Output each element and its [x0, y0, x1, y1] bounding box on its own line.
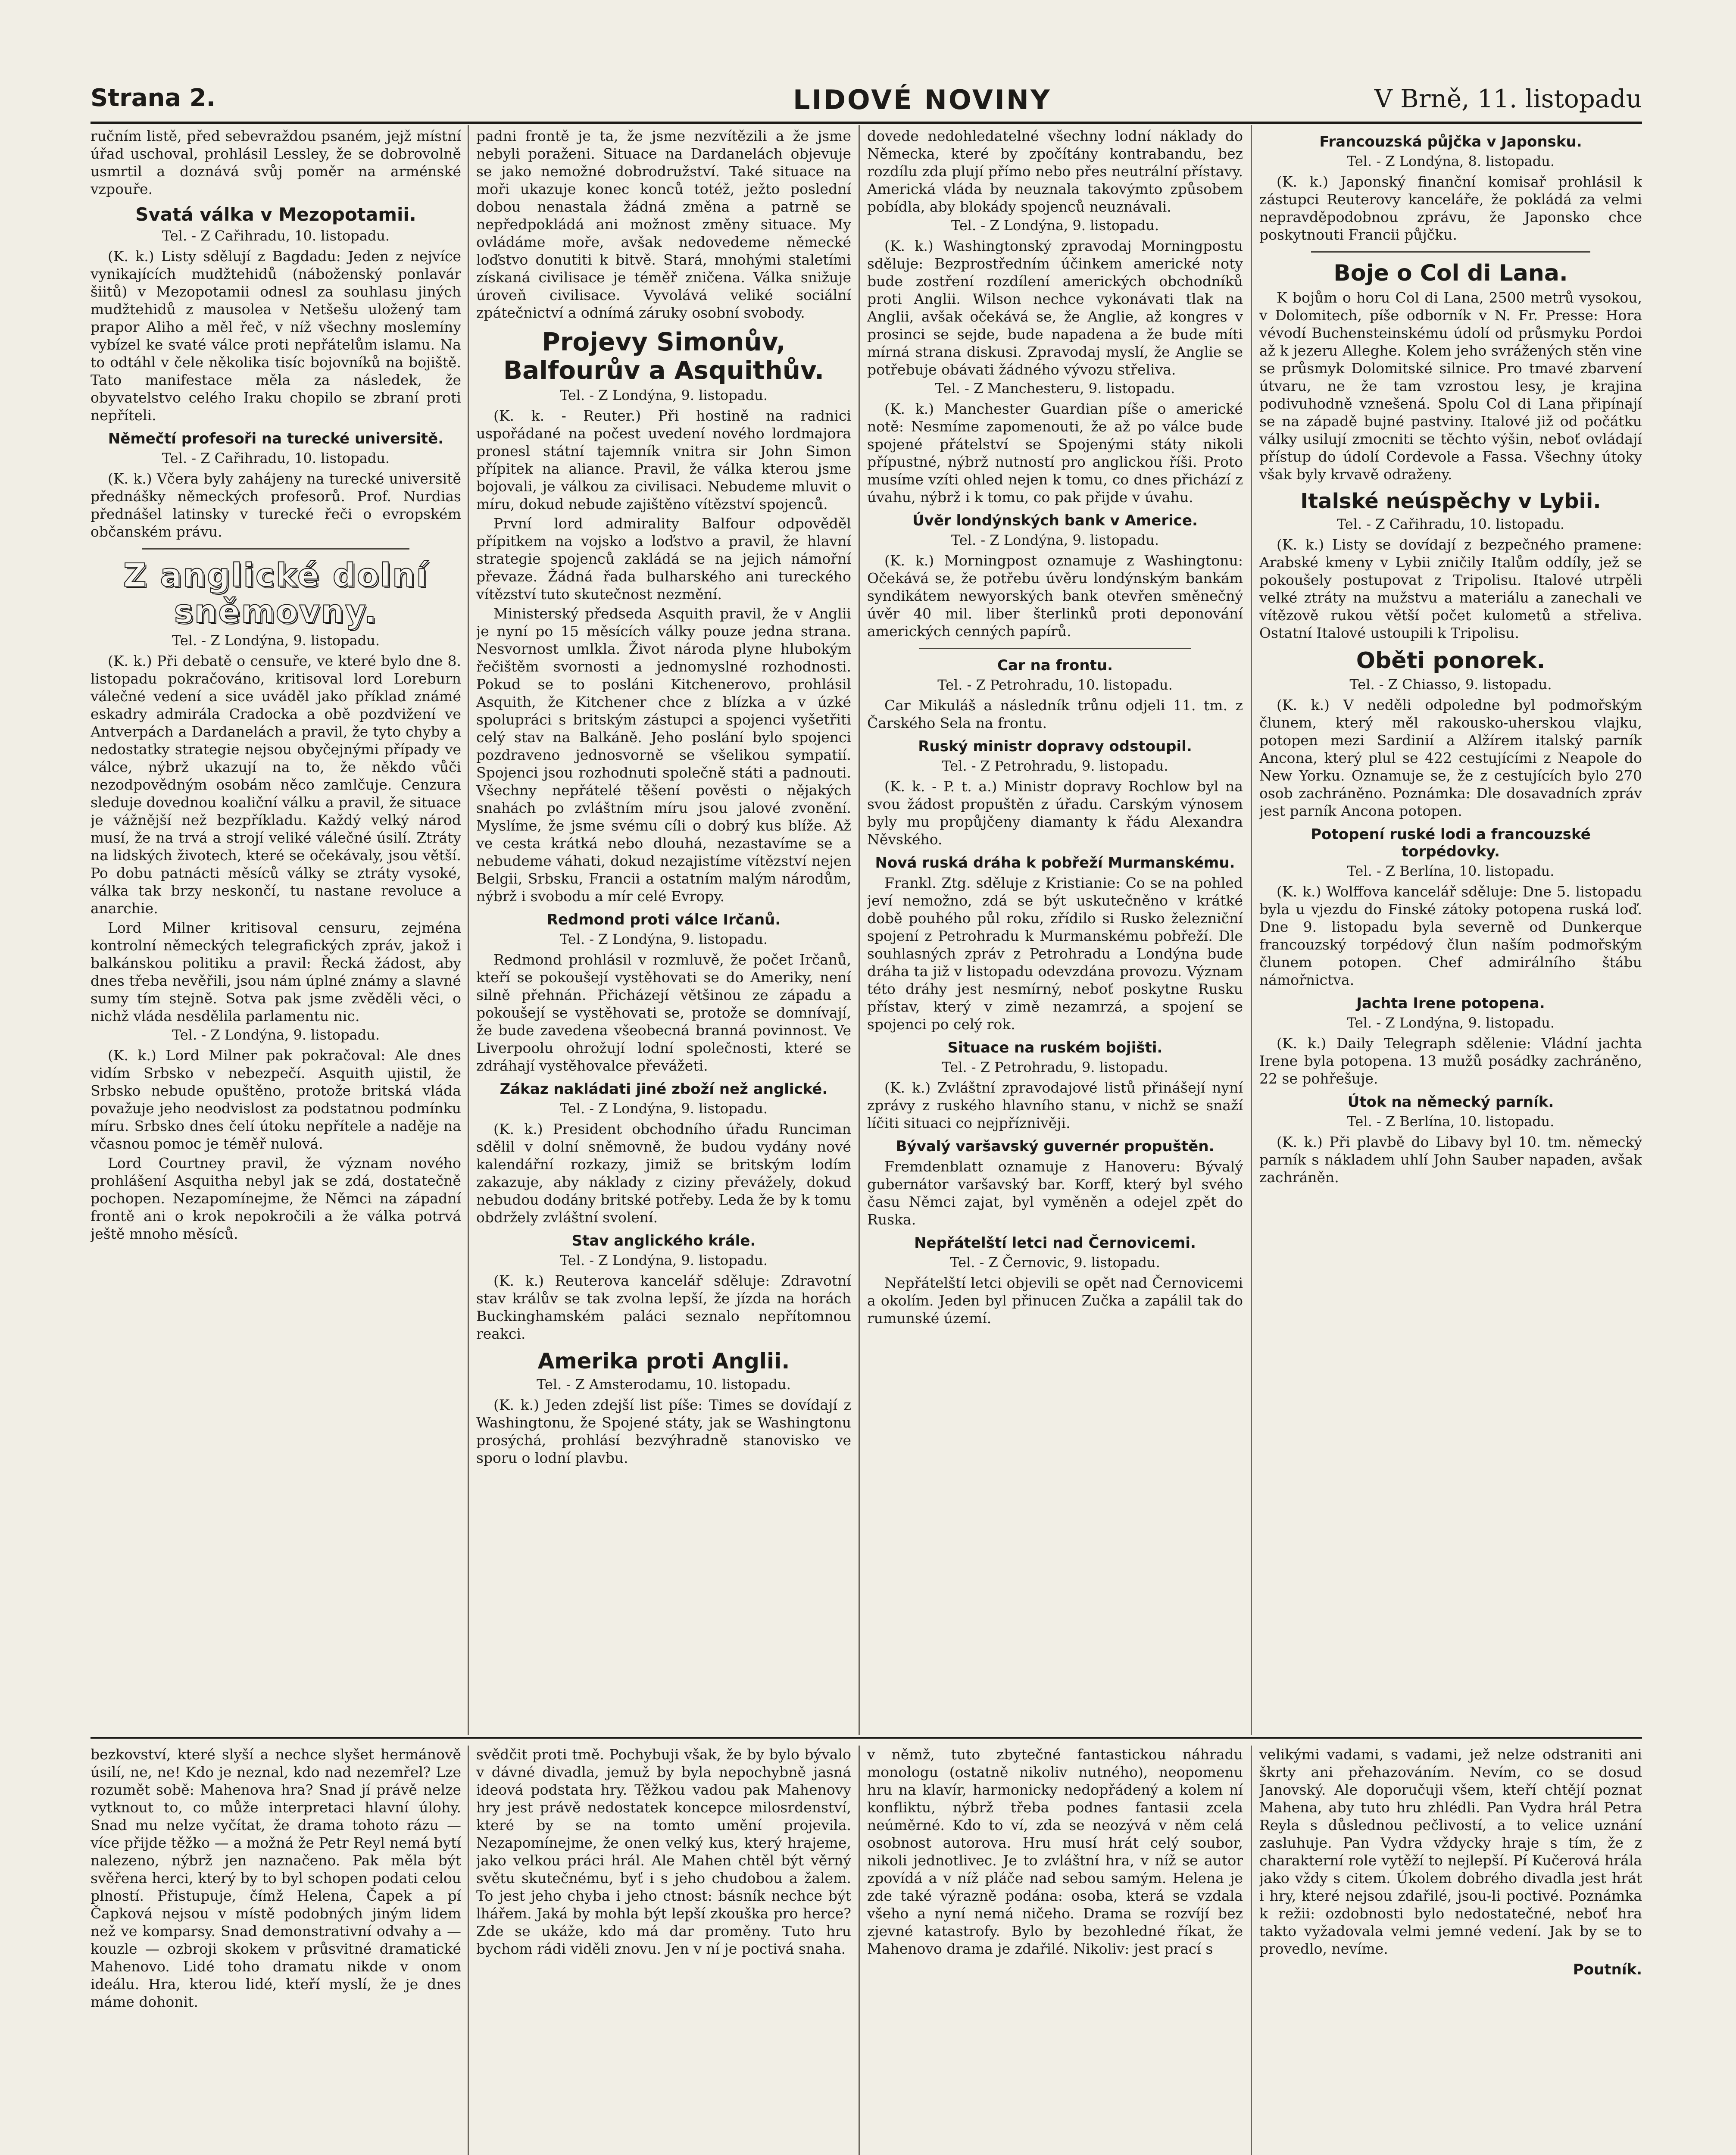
article-headline: Redmond proti válce Irčanů. [546, 911, 781, 928]
column-divider [859, 125, 860, 1735]
article-separator [142, 548, 409, 550]
article-headline: Svatá válka v Mezopotamii. [135, 204, 416, 225]
article-dateline: Tel. - Z Londýna, 9. listopadu. [559, 931, 768, 947]
article-separator [919, 648, 1191, 649]
issue-dateline: V Brně, 11. listopadu [1374, 84, 1642, 113]
article-text: Frankl. Ztg. sděluje z Kristianie: Co se na pohled jeví nemožno, zdá se být uskutečněno v krátké době pouhého půl roku, zřídilo si Rusko železniční spojení z Petrohradu k Murmanskému pobřeží. Dle souhlasných zpráv z Petrohradu a Londýna bude dráha ta již v listopadu odevzdána provozu. Význam této dráhy jest nesmírný, neboť poskytne Rusku přístav, který v zimě nezamrzá, a spojení se spojenci po celý rok. [867, 874, 1243, 1033]
article-dateline: Tel. - Z Cařihradu, 10. listopadu. [162, 228, 390, 244]
article-text: (K. k.) Jeden zdejší list píše: Times se dovídají z Washingtonu, že Spojené státy, jak se Washingtonu prosýchá, prohlásí bezvýhradně stanovisko ve sporu o lodní plavbu. [476, 1396, 851, 1466]
article-text: Lord Milner kritisoval censuru, zejména kontrolní německých telegrafických zpráv, jakož i balkánskou politiku a pravil: Řecká žádost, aby dnes třeba nevěřili, jsou nám úplné známy a slavné sumy tím stejně. Sotva pak jsme zvěděli věci, o nichž vláda nesdělila parlamentu nic. [91, 919, 461, 1024]
article-text: (K. k.) Reuterova kancelář sděluje: Zdravotní stav králův se tak zvolna lepší, že jízda na horách Buckinghamském paláci seznalo nepřítomnou reakci. [476, 1272, 851, 1342]
article-dateline: Tel. - Z Londýna, 9. listopadu. [559, 1252, 768, 1268]
article-text: Nepřátelští letci objevili se opět nad Černovicemi a okolím. Jeden byl přinucen Zučka a zapálil tak do rumunské území. [867, 1274, 1243, 1327]
article-dateline: Tel. - Z Petrohradu, 10. listopadu. [937, 677, 1173, 693]
article-text: (K. k.) V neděli odpoledne byl podmořským člunem, který měl rakousko-uherskou vlajku, potopen mezi Sardinií a Alžírem italský parník Ancona, který plul se 422 cestujícími z Neapole do New Yorku. Oznamuje se, že z cestujících bylo 270 osob zachráněno. Poznámka: Dle dosavadních zpráv jest parník Ancona potopen. [1259, 696, 1642, 819]
article-text: (K. k.) Při plavbě do Libavy byl 10. tm. německý parník s nákladem uhlí John Sauber napaden, avšak zachráněn. [1259, 1134, 1642, 1186]
feuilleton-text: bezkovství, které slyší a nechce slyšet hermánově úsilí, ne, ne! Kdo je neznal, kdo nad nezemřel? Lze rozumět sobě: Mahenova hra? Snad jí právě nelze vytknout to, co může interpretaci hlavní úlohy. Snad mu nelze vyčítat, že drama tohoto rázu — více přijde těžko — a možná že Petr Reyl nemá bytí nalezeno, nýbrž jen naznačeno. Pak měla být svěřena herci, který by to byl schopen podati celou plností. Přistupuje, čímž Helena, Čapek a pí Čapková nejsou v místě podobných jiným lidem než ve komparsy. Snad demonstrativní odvahy a — kouzle — ozbroji skokem v průsvitné dramatické Mahenovo. Lidé toho dramatu nikde v onom ideálu. Hra, kterou lidé, kteří myslí, že je dnes máme dohonit. [91, 1746, 461, 2010]
column-2 [476, 127, 851, 1733]
article-dateline: Tel. - Z Londýna, 9. listopadu. [172, 632, 380, 649]
article-dateline: Tel. - Z Černovic, 9. listopadu. [950, 1254, 1160, 1271]
article-headline: Car na frontu. [997, 657, 1113, 674]
article-text: (K. k.) Listy se dovídají z bezpečného pramene: Arabské kmeny v Lybii zničily Italům oddíly, jež se pokoušely postupovat z Tripolisu. Italové utrpěli velké ztráty na mužstvu a materiálu a zanechali ve vítězově rukou větší počet kulometů a střeliva. Ostatní Italové ustoupili k Tripolisu. [1259, 536, 1642, 641]
article-text: Ministerský předseda Asquith pravil, že v Anglii je nyní po 15 měsících války pouze jedna strana. Nesvornost umlkla. Život národa plyne hlubokým řečištěm svornosti a jednomyslné rozhodnosti. Pokud se to posláni Kitchenerovo, prohlásil Asquith, že Kitchener chce z blízka a v úzké spolupráci s britským zástupci a spojenci vyšetřiti celý stav na Balkáně. Jeho poslání bylo spojenci pozdraveno jednosvorně se všelikou sympatií. Spojenci jsou rozhodnuti společně státi a padnouti. Všechny nepřátelé těšení pověsti o nějakých snahách po zvláštním míru jsou jalové zvonění. Myslíme, že jsme svému cíli o dobrý kus blíže. Až ve cesta krátká nebo dlouhá, nezastavíme se a nebudeme váhati, dokud nezajistíme vítězství nejen Belgii, Srbsku, Francii a ostatním malým národům, nýbrž i svobodu a mír celé Evropy. [476, 605, 851, 905]
article-dateline: Tel. - Z Amsterodamu, 10. listopadu. [537, 1376, 791, 1393]
column-divider [1251, 1746, 1252, 2155]
article-text: (K. k.) Wolffova kancelář sděluje: Dne 5. listopadu byla u vjezdu do Finské zátoky potopena ruská loď. Dne 9. listopadu byla severně od Dunkerque francouzský torpédový člun naším podmořským člunem potopen. Chef admirálního štábu námořnictva. [1259, 883, 1642, 988]
feuilleton-text: svědčit proti tmě. Pochybuji však, že by bylo bývalo v dávné divadla, jemuž by byla nepochybně jasná ideová podstata hry. Těžkou vadou pak Mahenovy hry jest právě nedostatek koncepce milosrdenství, které by se na tomto umění projevila. Nezapomínejme, že onen velký kus, který hrajeme, jako velkou práci hrál. Ale Mahen chtěl být věrný světu skutečnému, byť i s jeho chudobou a žalem. To jest jeho chyba i jeho ctnost: básník nechce být lhářem. Jaká by mohla být lepší zkouška pro herce? Zde se ukáže, kdo má dar proměny. Tuto hru bychom rádi viděli znovu. Jen v ní je poctivá snaha. [476, 1746, 851, 1957]
article-text: K bojům o horu Col di Lana, 2500 metrů vysokou, v Dolomitech, píše odborník v N. Fr. Presse: Hora vévodí Buchensteinskému údolí od průsmyku Pordoi až k jezeru Alleghe. Kolem jeho svrážených stěn vine se průsmyk Dolomitské silnice. Pro tmavé zbarvení útvaru, ne že tam vzrostou lesy, je krajina podivuhodně vznešená. Spolu Col di Lana připínají se na západě bujné pastviny. Italové již od počátku války usilují zmocniti se těchto výšin, neboť ovládají přístup do údolí Cordevole a Fassa. Všechny útoky však byly krvavě odraženy. [1259, 289, 1642, 483]
column-3 [867, 127, 1243, 1733]
article-headline: Nová ruská dráha k pobřeží Murmanskému. [875, 854, 1235, 871]
article-text: (K. k. - Reuter.) Při hostině na radnici uspořádané na počest uvedení nového lordmajora pronesl státní tajemník vnitra sir John Simon přípitek na aliance. Pravil, že válka kterou jsme bojovali, je válkou za civilisaci. Nebudeme mluvit o míru, dokud nebude zajištěno vítězství spojenců. [476, 407, 851, 512]
article-text: (K. k.) Lord Milner pak pokračoval: Ale dnes vidím Srbsko v nebezpečí. Asquith ujistil, že Srbsko nebude opuštěno, protože britská vláda považuje jeho neodvislost za podstatnou podmínku míru. Srbsko dnes čelí útoku nepřítele a naděje na včasnou pomoc je téměř nulová. [91, 1047, 461, 1152]
article-headline: Ruský ministr dopravy odstoupil. [918, 738, 1192, 755]
article-dateline: Tel. - Z Londýna, 9. listopadu. [1346, 1015, 1555, 1031]
article-headline: Útok na německý parník. [1347, 1093, 1554, 1111]
column-divider [468, 125, 469, 1735]
feuilleton-text: v němž, tuto zbytečné fantastickou náhradu monologu (ostatně nikoliv nutného), neopomenu hru na klavír, harmonicky nedopřádený a kolem ní konfliktu, nýbrž třeba podnes fantasii zcela neúměrné. Kdo to ví, zda se neozývá v něm celá osobnost autorova. Hru musí hrát celý soubor, nikoli jednotlivec. Je to zvláštní hra, v níž se autor zpovídá a v níž pláče nad sebou samým. Helena je zde také výrazně podána: osoba, která se vzdala všeho a nyní nemá ničeho. Drama se rozvíjí bez zjevné katastrofy. Bylo by bezohledné říkat, že Mahenovo drama je zdařilé. Nikoliv: jest prací s [867, 1746, 1243, 1957]
article-dateline: Tel. - Z Cařihradu, 10. listopadu. [1336, 516, 1565, 532]
article-headline: Zákaz nakládati jiné zboží než anglické. [500, 1081, 828, 1098]
article-headline: Situace na ruském bojišti. [947, 1039, 1163, 1056]
article-headline-large: Projevy Simonův, Balfourův a Asquithův. [503, 327, 824, 385]
masthead-rule [91, 122, 1642, 124]
article-text: (K. k.) Washingtonský zpravodaj Morningpostu sděluje: Bezprostředním účinkem americké noty bude zostření rozdílení amerických obchodníků proti Anglii. Wilson nechce vykonávati tlak na Anglii, avšak očekává se, že Anglie, až kongres v prosinci se sejde, bude napadena a že bude míti mírná strana diskusi. Zpravodaj myslí, že Anglie se potřebuje obávati žádného vývozu střeliva. [867, 237, 1243, 378]
article-text: Lord Courtney pravil, že význam nového prohlášení Asquitha nebyl jak se zdá, dostatečně pochopen. Nezapomínejme, že Němci na západní frontě ani o krok nepokročili a že válka potrvá ještě mnoho měsíců. [91, 1155, 461, 1242]
article-headline: Jachta Irene potopena. [1356, 995, 1545, 1012]
column-divider [468, 1746, 469, 2155]
article-dateline: Tel. - Z Berlína, 10. listopadu. [1347, 863, 1555, 879]
column-divider [859, 1746, 860, 2155]
article-text: (K. k.) Japonský finanční komisař prohlásil k zástupci Reuterovy kanceláře, že pokládá za velmi nepravděpodobnou zprávu, že Japonsko chce poskytnouti Francii půjčku. [1259, 173, 1642, 243]
column-lead-text: padni frontě je ta, že jsme nezvítězili a že jsme nebyli poraženi. Situace na Dardanelách objevuje se jako nemožné dobrodružství. Také situace na moři ukazuje konec konců totéž, ježto poslední dobou nenastala žádná změna a patrně se nepředpokládá ani možnost změny situace. My ovládáme moře, avšak nedovedeme německé loďstvo donutiti k bitvě. Stará, mnohými staletími získaná civilisace je téměř zničena. Válka snižuje úroveň civilisace. Vyvolává veliké sociální zpátečnictví a odnímá záruky osobní svobody. [476, 128, 851, 321]
feuilleton-column-3 [867, 1746, 1243, 2155]
article-dateline: Tel. - Z Manchesteru, 9. listopadu. [935, 380, 1175, 397]
article-separator [1311, 251, 1590, 253]
article-headline: Stav anglického krále. [571, 1232, 756, 1249]
article-headline: Italské neúspěchy v Lybii. [1300, 489, 1601, 513]
article-headline: Boje o Col di Lana. [1333, 260, 1568, 286]
feuilleton-column-2 [476, 1746, 851, 2155]
column-lead-text: dovede nedohledatelné všechny lodní náklady do Německa, které by zpočítány kontrabandu, bez rozdílu zda plují přímo nebo přes neutrální přístavy. Americká vláda by neuznala takovýmto způsobem pobídla, aby blokády spojenců neuznávali. [867, 128, 1243, 215]
article-text: (K. k.) Včera byly zahájeny na turecké universitě přednášky německých profesorů. Prof. Nurdias přednášel latinsky v turecké řeči o evropském občanském právu. [91, 470, 461, 540]
article-text: Redmond prohlásil v rozmluvě, že počet Irčanů, kteří se pokoušejí vystěhovati se do Ameriky, není silně přehnán. Přicházejí většinou ze západu a pokoušejí se vystěhovati se, protože se domnívají, že bude zavedena všeobecná branná povinnost. Ve Liverpoolu ohrožují lodní společnosti, které se zdráhají vystěhovalce převážeti. [476, 951, 851, 1074]
article-dateline: Tel. - Z Londýna, 9. listopadu. [559, 387, 768, 403]
article-headline: Potopení ruské lodi a francouzské torpédovky. [1311, 826, 1591, 860]
article-dateline: Tel. - Z Berlína, 10. listopadu. [1347, 1113, 1555, 1130]
article-dateline: Tel. - Z Petrohradu, 9. listopadu. [942, 1059, 1168, 1075]
article-text: (K. k.) Listy sdělují z Bagdadu: Jeden z nejvíce vynikajících mudžtehidů (náboženský ponlavár šiitů) v Mezopotamii odnesl za souhlasu jiných mudžtehidů z mausolea v Netšešu uložený tam prapor Aliho a měl řeč, v níž všechny moslemíny vybízel ke svaté válce proti nepřátelům islamu. Na to odtáhl v čele několika tisíc bojovníků na bojiště. Tato manifestace měla za následek, že obyvatelstvo celého Iraku chopilo se zbraní proti nepříteli. [91, 248, 461, 424]
column-4 [1259, 127, 1642, 1733]
article-headline: Úvěr londýnských bank v Americe. [912, 512, 1198, 529]
column-divider [1251, 125, 1252, 1735]
article-text: Fremdenblatt oznamuje z Hanoveru: Bývalý gubernátor varšavský bar. Korff, který byl svého času Němci zajat, byl vyměněn a odejel zpět do Ruska. [867, 1158, 1243, 1228]
author-signature: Poutník. [1573, 1961, 1642, 1978]
masthead [91, 84, 1642, 125]
feuilleton-rule [91, 1737, 1642, 1739]
feuilleton-column-4 [1259, 1746, 1642, 2155]
page-number: Strana 2. [91, 84, 215, 112]
article-text: (K. k.) Při debatě o censuře, ve které bylo dne 8. listopadu pokračováno, kritisoval lord Loreburn válečné vedení a sice uváděl jako příklad známé eskadry admirála Cradocka a obě pozdvižení ve Antverpách a Dardanelách a pravil, že tyto chyby a nedostatky strategie nejsou obyčejnými případy ve válce, nýbrž ukazují na to, že někdo vůči nezodpovědným osobám něco zamlčuje. Cenzura sleduje dovednou koaliční válku a pravil, že situace je vážnější než bezpříkladu. Každý velký národ musí, že na trvá a strojí veliké válečné úsilí. Ztráty na lidských životech, které se očekávaly, jsou větší. Po dobu patnácti měsíců války se ztráty vysoké, válka tak brzy neskončí, tu nastane revoluce a anarchie. [91, 653, 461, 917]
article-text: (K. k.) Zvláštní zpravodajové listů přinášejí nyní zprávy z ruského hlavního stanu, v nichž se snaží líčiti situaci co nejpříznivěji. [867, 1079, 1243, 1131]
column-1 [91, 127, 461, 1733]
article-headline-large: Z anglické dolní sněmovny. [123, 557, 428, 630]
article-dateline: Tel. - Z Londýna, 9. listopadu. [951, 532, 1159, 548]
feuilleton-text: velikými vadami, s vadami, jež nelze odstraniti ani škrty ani přehazováním. Nevím, co se dosud Janovský. Ale doporučuji všem, kteří chtějí poznat Mahena, aby tuto hru zhlédli. Pan Vydra hrál Petra Reyla s důslednou pečlivostí, a to velice uznání zasluhuje. Pan Vydra vždycky hraje s tím, že z charakterní role vytěží to nejlepší. Pí Kučerová hrála jako vždy s citem. Úkolem dobrého divadla jest hrát i hry, které nejsou zdařilé, jsou-li poctivé. Poznámka k režii: ozdobnosti bylo nedostatečné, neboť hra takto vyžadovala velmi jemné vedení. Jak by se to provedlo, nevíme. [1259, 1746, 1642, 1957]
article-headline: Amerika proti Anglii. [537, 1349, 790, 1374]
article-headline: Nepřátelští letci nad Černovicemi. [914, 1234, 1196, 1252]
newspaper-title: LIDOVÉ NOVINY [793, 84, 1052, 116]
article-headline: Bývalý varšavský guvernér propuštěn. [896, 1138, 1215, 1155]
article-dateline: Tel. - Z Londýna, 9. listopadu. [559, 1100, 768, 1117]
article-text: (K. k. - P. t. a.) Ministr dopravy Rochlow byl na svou žádost propuštěn z úřadu. Carským výnosem byly mu propůjčeny diamanty k řádu Alexandra Něvského. [867, 778, 1243, 848]
article-dateline: Tel. - Z Londýna, 8. listopadu. [1346, 153, 1555, 169]
article-text: (K. k.) Daily Telegraph sdělenie: Vládní jachta Irene byla potopena. 13 mužů posádky zachráněno, 22 se pohřešuje. [1259, 1035, 1642, 1087]
feuilleton-column-1 [91, 1746, 461, 2155]
article-headline: Oběti ponorek. [1356, 648, 1546, 674]
article-text: První lord admirality Balfour odpověděl přípitkem na vojsko a loďstvo a pravil, že hlavní strategie spojenců zakládá se na jejich námořní převaze. Žádná řada bulharského ani tureckého vítězství tuto skutečnost nezmění. [476, 515, 851, 603]
article-dateline: Tel. - Z Chiasso, 9. listopadu. [1349, 676, 1552, 693]
article-dateline: Tel. - Z Petrohradu, 9. listopadu. [942, 758, 1168, 774]
article-text: (K. k.) Manchester Guardian píše o americké notě: Nesmíme zapomenouti, že až po válce bude spojené přátelství se Spojenými státy nikoli přípustné, nýbrž nutností pro anglickou říši. Proto musíme vzíti ohled nejen k tomu, co dnes přichází z úvahu, nýbrž i k tomu, co pak přijde v úvahu. [867, 400, 1243, 506]
article-dateline: Tel. - Z Londýna, 9. listopadu. [172, 1027, 380, 1043]
article-headline: Němečtí profesoři na turecké universitě. [108, 430, 444, 447]
article-dateline: Tel. - Z Cařihradu, 10. listopadu. [162, 450, 390, 466]
article-text: Car Mikuláš a následník trůnu odjeli 11. tm. z Čarského Sela na frontu. [867, 697, 1243, 731]
article-dateline: Tel. - Z Londýna, 9. listopadu. [951, 217, 1159, 234]
article-text: (K. k.) President obchodního úřadu Runciman sdělil v dolní sněmovně, že budou vydány nové kalendářní rozkazy, jimiž se britským lodím zakazuje, aby náklady z ciziny převážely, dokud nebudou dodány britské potřeby. Leda že by k tomu obdržely zvláštní svolení. [476, 1121, 851, 1226]
column-lead-text: ručním listě, před sebevraždou psaném, jejž místní úřad uschoval, prohlásil Lessley, že se dobrovolně usmrtil a doznává svůj poměr na arménské vzpouře. [91, 128, 461, 197]
article-headline: Francouzská půjčka v Japonsku. [1319, 133, 1582, 150]
article-text: (K. k.) Morningpost oznamuje z Washingtonu: Očekává se, že potřebu úvěru londýnským bankám syndikátem newyorských bank otevřen směnečný úvěr 40 mil. liber šterlinků proti deponování amerických cenných papírů. [867, 552, 1243, 640]
